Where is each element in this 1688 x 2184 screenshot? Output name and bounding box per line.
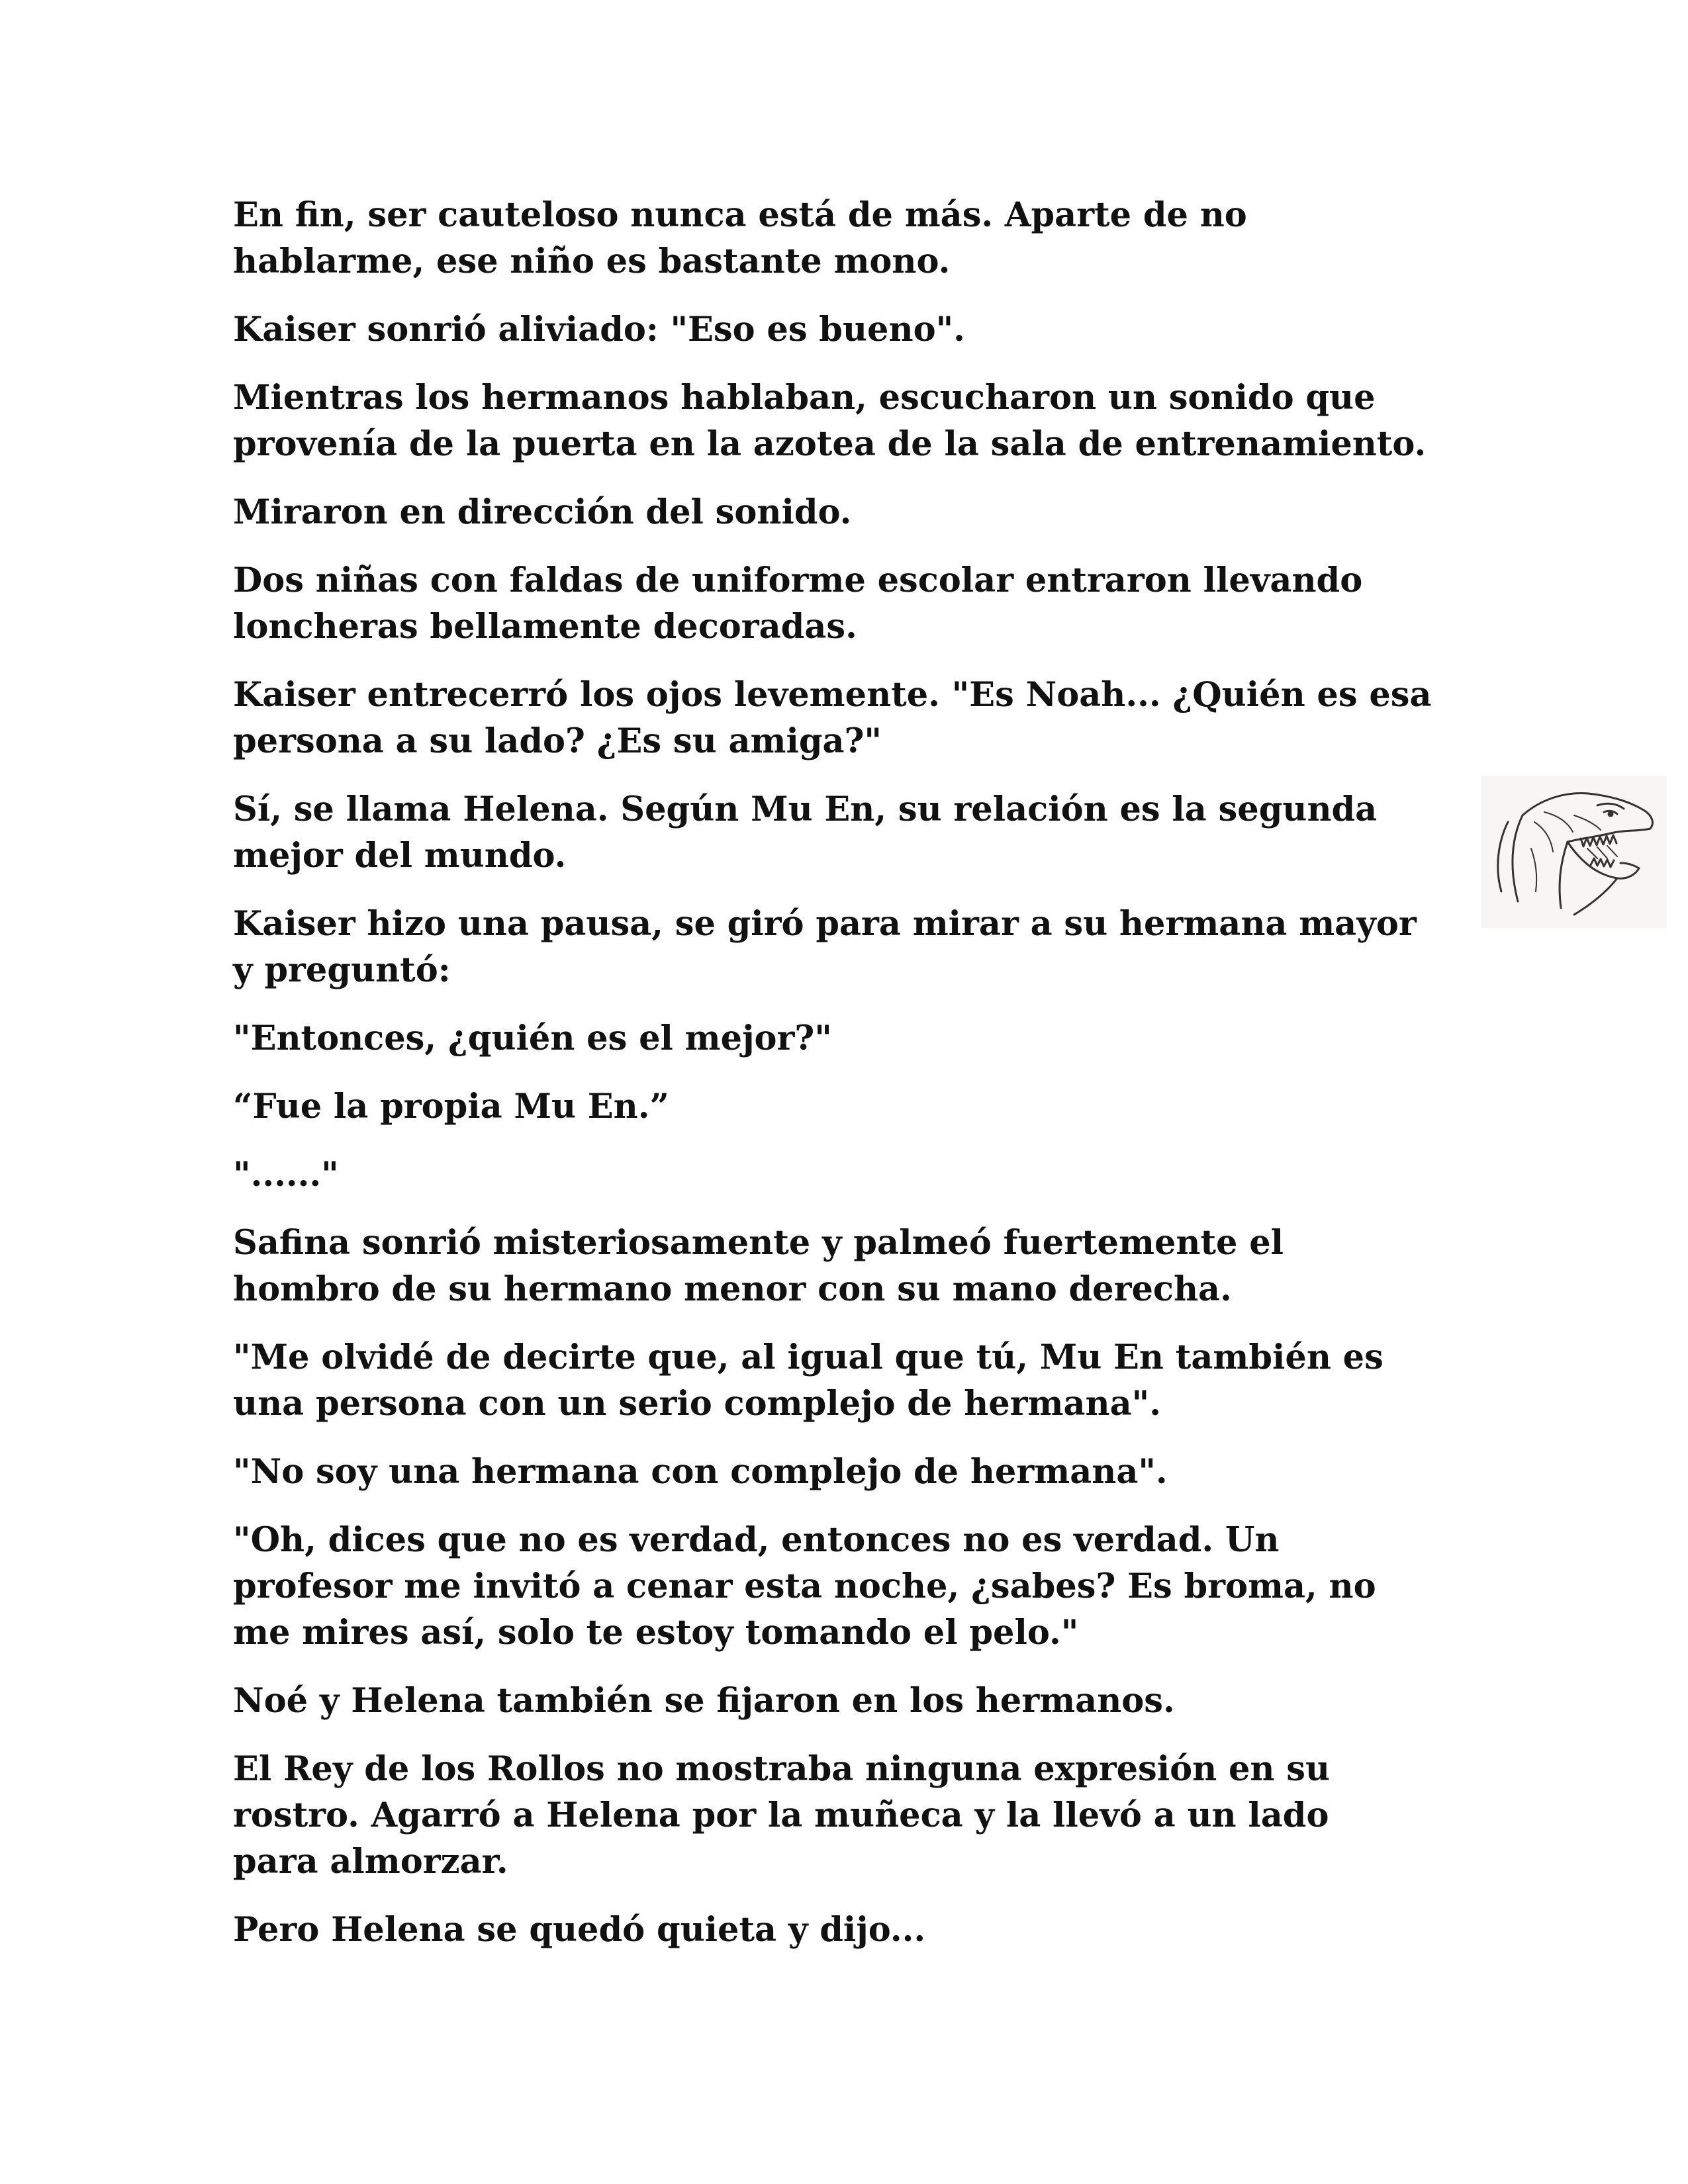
paragraph: Sí, se llama Helena. Según Mu En, su relación es la segunda mejor del mundo. [233, 790, 1378, 876]
paragraph: "Entonces, ¿quién es el mejor?" [233, 1019, 832, 1058]
dinosaur-head-icon [1481, 776, 1667, 928]
paragraph: Noé y Helena también se fijaron en los hermanos. [233, 1681, 1175, 1721]
paragraph: Kaiser entrecerró los ojos levemente. "Es Noah... ¿Quién es esa persona a su lado? ¿Es su amiga?" [233, 675, 1432, 761]
paragraph: Pero Helena se quedó quieta y dijo... [233, 1910, 926, 1950]
document-body [233, 192, 1451, 1975]
paragraph: "......" [233, 1155, 339, 1195]
paragraph: Dos niñas con faldas de uniforme escolar entraron llevando loncheras bellamente decoradas. [233, 561, 1363, 647]
paragraph: En fin, ser cauteloso nunca está de más. Aparte de no hablarme, ese niño es bastante mono. [233, 195, 1247, 281]
paragraph: Mientras los hermanos hablaban, escucharon un sonido que provenía de la puerta en la azotea de la sala de entrenamiento. [233, 378, 1427, 464]
paragraph: "No soy una hermana con complejo de hermana". [233, 1452, 1168, 1492]
paragraph: Kaiser hizo una pausa, se giró para mirar a su hermana mayor y preguntó: [233, 904, 1417, 990]
paragraph: Safina sonrió misteriosamente y palmeó fuertemente el hombro de su hermano menor con su mano derecha. [233, 1223, 1284, 1309]
paragraph: "Me olvidé de decirte que, al igual que tú, Mu En también es una persona con un serio complejo de hermana". [233, 1338, 1383, 1424]
paragraph: "Oh, dices que no es verdad, entonces no es verdad. Un profesor me invitó a cenar esta noche, ¿sabes? Es broma, no me mires así, solo te estoy tomando el pelo." [233, 1520, 1376, 1653]
paragraph: Kaiser sonrió aliviado: "Eso es bueno". [233, 310, 965, 349]
paragraph: Miraron en dirección del sonido. [233, 492, 852, 532]
paragraph: El Rey de los Rollos no mostraba ninguna expresión en su rostro. Agarró a Helena por la muñeca y la llevó a un lado para almorzar. [233, 1749, 1331, 1882]
paragraph: “Fue la propia Mu En.” [233, 1087, 669, 1126]
